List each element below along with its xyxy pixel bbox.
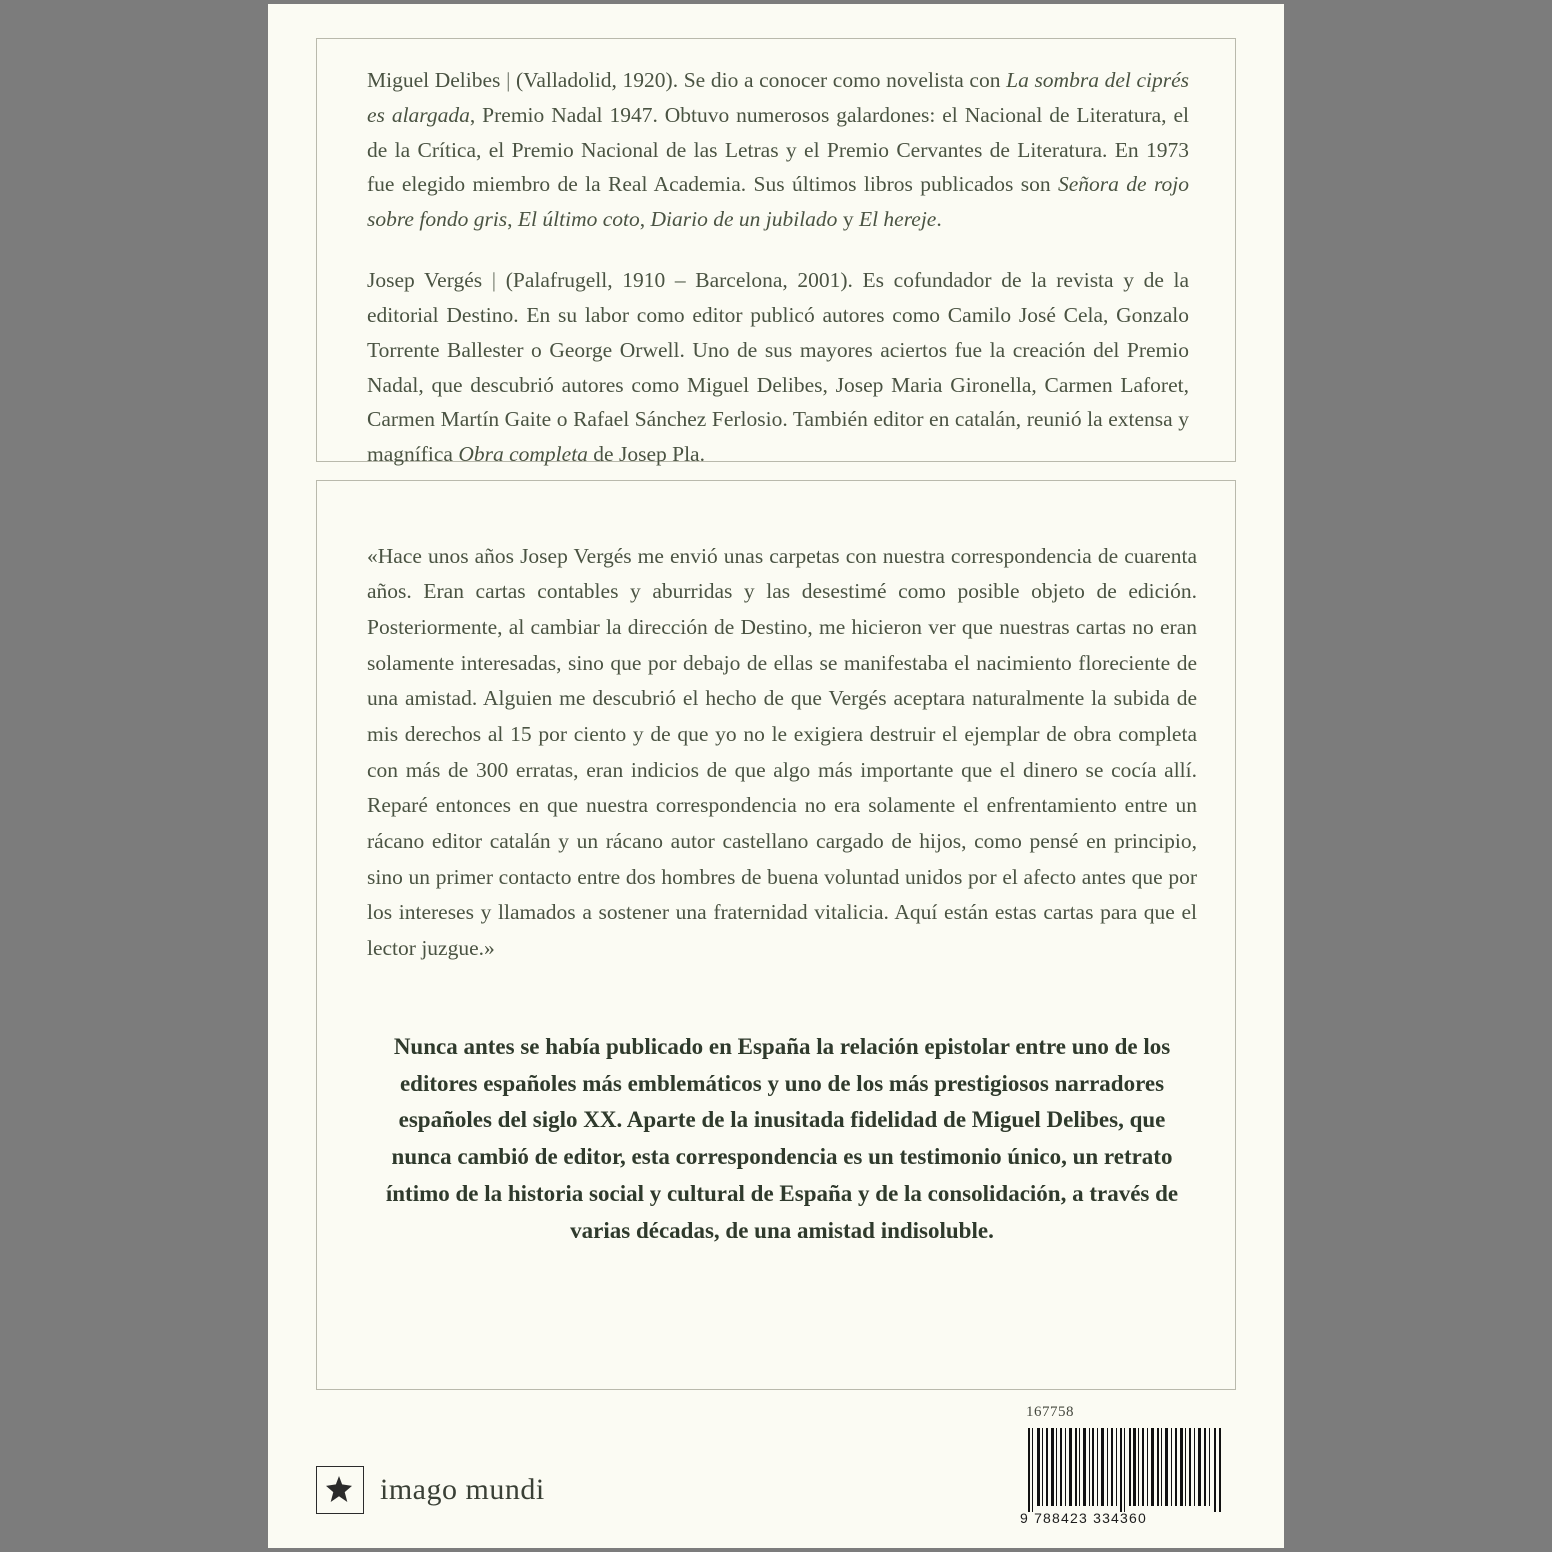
bio-text-2: de Josep Pla.	[587, 442, 705, 467]
book-title-3: El último coto	[517, 207, 640, 232]
imprint-logo	[316, 1466, 545, 1514]
author-name-delibes: Miguel Delibes	[367, 68, 501, 92]
authors-inner	[367, 63, 1189, 472]
bio-text-1: (Valladolid, 1920). Se dio a conocer como novelista con	[516, 68, 1007, 92]
book-title-4: Diario de un jubilado	[650, 207, 838, 232]
bio-text-1: (Palafrugell, 1910 – Barcelona, 2001). Es cofundador de la revista y de la editorial Destino. En su labor como editor publicó autores como Camilo José Cela, Gonzalo Torrente Ballester o George Orwell. Uno de sus mayores aciertos fue la creación del Premio Nadal, que descubrió autores como Miguel Delibes, Josep Maria Gironella, Carmen Laforet, Carmen Martín Gaite o Rafael Sánchez Ferlosio. También editor en catalán, reunió la extensa y magnífica	[367, 268, 1190, 467]
bio-text-2: , Premio Nadal 1947. Obtuvo numerosos galardones: el Nacional de Literatura, el de la Crítica, el Premio Nacional de las Letras y el Premio Cervantes de Literatura. En 1973 fue elegido miembro de la Real Academia. Sus últimos libros publicados son	[367, 102, 1189, 197]
author-bio-verges	[367, 263, 1189, 472]
star-in-square-logo-icon	[316, 1466, 364, 1514]
cover-content	[268, 4, 1284, 1548]
barcode-reference: 167758	[1026, 1404, 1074, 1420]
blurb-inner	[367, 517, 1197, 1273]
author-bio-delibes	[367, 63, 1189, 237]
author-name-verges: Josep Vergés	[367, 268, 483, 293]
bio-text-4: ,	[639, 207, 651, 232]
book-title-5: El hereje	[858, 207, 937, 232]
book-back-cover	[268, 4, 1284, 1548]
book-title-1: La sombra del ciprés es alargada	[367, 68, 1190, 127]
bio-text-6: .	[936, 207, 942, 232]
bio-text-5: y	[837, 207, 859, 232]
imprint-name: imago mundi	[380, 1473, 545, 1506]
author-separator: |	[491, 268, 497, 293]
author-separator: |	[506, 68, 511, 92]
book-title-2: Señora de rojo sobre fondo gris	[367, 172, 1189, 232]
highlight-text: Nunca antes se había publicado en España la relación epistolar entre uno de los editores españoles más emblemáticos y uno de los más prestigiosos narradores españoles del siglo XX. Aparte de la inusitada fidelidad de Miguel Delibes, que nunca cambió de editor, esta correspondencia es un testimonio único, un retrato íntimo de la historia social y cultural de España y de la consolidación, a través de varias décadas, de una amistad indisoluble.	[385, 1033, 1179, 1243]
barcode-image	[1026, 1428, 1226, 1512]
quote-text: «Hace unos años Josep Vergés me envió unas carpetas con nuestra correspondencia de cuarenta años. Eran cartas contables y aburridas y las desestimé como posible objeto de edición. Posteriormente, al cambiar la dirección de Destino, me hicieron ver que nuestras cartas no eran solamente interesadas, sino que por debajo de ellas se manifestaba el nacimiento floreciente de una amistad. Alguien me descubrió el hecho de que Vergés aceptara naturalmente la subida de mis derechos al 15 por ciento y de que yo no le exigiera destruir el ejemplar de obra completa con más de 300 erratas, eran indicios de que algo más importante que el dinero se cocía allí. Reparé entonces en que nuestra correspondencia no era solamente el enfrentamiento entre un rácano editor catalán y un rácano autor castellano cargado de hijos, como pensé en principio, sino un primer contacto entre dos hombres de buena voluntad unidos por el afecto antes que por los intereses y llamados a sostener una fraternidad vitalicia. Aquí están estas cartas para que el lector juzgue.»	[367, 543, 1197, 961]
blurb-box	[316, 480, 1236, 1390]
book-title-1: Obra completa	[458, 442, 588, 467]
authors-box	[316, 38, 1236, 467]
barcode-digits: 9 788423 334360	[1020, 1510, 1147, 1526]
bio-text-3: ,	[507, 207, 518, 232]
